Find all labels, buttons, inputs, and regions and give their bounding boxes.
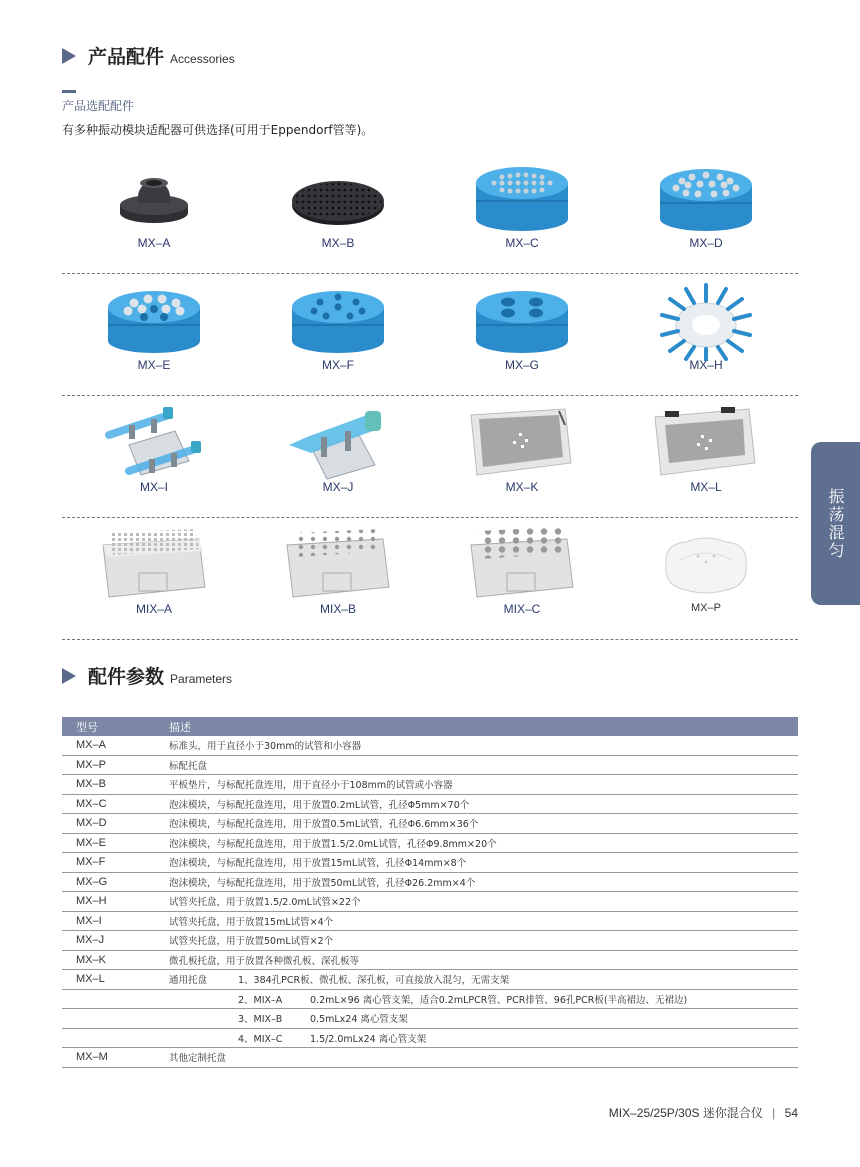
accessory-item (614, 518, 798, 639)
parameters-table (62, 717, 798, 1068)
sub-item-desc: 0.5mLx24 离心管支架 (310, 1014, 408, 1026)
accessory-item (62, 518, 246, 639)
mx-l-image (614, 404, 798, 482)
model-cell: MX–M (62, 1048, 169, 1068)
accessory-row (62, 274, 798, 396)
description-cell (169, 970, 798, 990)
section-title-en: Accessories (170, 51, 235, 66)
model-cell: MX–K (62, 950, 169, 970)
section-title-parameters (62, 662, 232, 689)
table-row (62, 1028, 798, 1048)
description-cell: 微孔板托盘，用于放置各种微孔板、深孔板等 (169, 950, 798, 970)
accessory-item (430, 518, 614, 639)
footer-separator: | (772, 1106, 776, 1120)
accessory-item (246, 274, 430, 395)
table-row (62, 775, 798, 795)
intro-text: 有多种振动模块适配器可供选择(可用于Eppendorf管等)。 (62, 123, 374, 137)
model-cell: MX–I (62, 911, 169, 931)
table-row (62, 931, 798, 951)
mx-i-image (62, 404, 246, 482)
table-header-row (62, 717, 798, 736)
accessory-item (62, 274, 246, 395)
accessory-grid (62, 152, 798, 640)
description-cell: 泡沫模块，与标配托盘连用，用于放置15mL试管，孔径Φ14mm×8个 (169, 853, 798, 873)
subhead-marker (62, 90, 76, 93)
mx-f-image (246, 282, 430, 360)
table-row (62, 833, 798, 853)
model-cell: MX–E (62, 833, 169, 853)
model-cell: MX–A (62, 736, 169, 755)
model-cell: MX–J (62, 931, 169, 951)
mx-p-image (614, 526, 798, 604)
table-row (62, 950, 798, 970)
mx-b-image (246, 160, 430, 238)
description-cell: 试管夹托盘，用于放置15mL试管×4个 (169, 911, 798, 931)
mix-c-image (430, 526, 614, 604)
accessory-label: MX–H (689, 358, 723, 372)
table-row (62, 892, 798, 912)
accessory-label: MX–G (504, 358, 539, 372)
subheading: 产品选配配件 (62, 99, 135, 113)
accessory-label: MX–P (691, 602, 721, 614)
table-row (62, 853, 798, 873)
description-cell: 试管夹托盘，用于放置1.5/2.0mL试管×22个 (169, 892, 798, 912)
header-description: 描述 (169, 717, 798, 736)
mx-c-image (430, 160, 614, 238)
table-row (62, 1009, 798, 1029)
accessory-label: MX–E (137, 358, 171, 372)
accessory-label: MX–B (321, 236, 355, 250)
section-title-en: Parameters (170, 671, 233, 686)
table-row (62, 911, 798, 931)
table-row (62, 1048, 798, 1068)
accessory-label: MIX–B (319, 602, 356, 616)
accessory-label: MX–C (505, 236, 539, 250)
table-row (62, 970, 798, 990)
table-row (62, 794, 798, 814)
table-row (62, 989, 798, 1009)
model-cell: MX–D (62, 814, 169, 834)
sub-item-desc: 0.2mL×96 离心管支架，适合0.2mLPCR管、PCR排管、96孔PCR板(半高裙边、无裙边) (310, 994, 688, 1006)
table-row (62, 872, 798, 892)
description-cell: 泡沫模块，与标配托盘连用，用于放置0.2mL试管，孔径Φ5mm×70个 (169, 794, 798, 814)
mx-h-image (614, 282, 798, 360)
accessory-item (614, 274, 798, 395)
accessory-item (614, 396, 798, 517)
mx-e-image (62, 282, 246, 360)
accessory-item (430, 396, 614, 517)
section-title-accessories (62, 42, 235, 69)
description-cell: 泡沫模块，与标配托盘连用，用于放置1.5/2.0mL试管，孔径Φ9.8mm×20个 (169, 833, 798, 853)
accessory-label: MX–L (690, 480, 722, 494)
model-cell: MX–G (62, 872, 169, 892)
description-cell: 其他定制托盘 (169, 1048, 798, 1068)
accessory-row (62, 396, 798, 518)
accessory-label: MX–K (505, 480, 539, 494)
table-row (62, 814, 798, 834)
mx-k-image (430, 404, 614, 482)
triangle-icon (62, 668, 76, 684)
accessory-item (430, 274, 614, 395)
mxl-label: 通用托盘 (169, 975, 208, 987)
accessory-item (614, 152, 798, 273)
accessory-row (62, 152, 798, 274)
accessory-label: MX–D (689, 236, 723, 250)
model-cell: MX–B (62, 775, 169, 795)
model-cell: MX–F (62, 853, 169, 873)
accessory-item (62, 152, 246, 273)
description-cell: 标配托盘 (169, 755, 798, 775)
sub-item-desc: 1.5/2.0mLx24 离心管支架 (310, 1033, 427, 1045)
sub-item-name: 3、MIX–B (238, 1014, 283, 1026)
model-cell: MX–H (62, 892, 169, 912)
description-cell: 泡沫模块，与标配托盘连用，用于放置0.5mL试管，孔径Φ6.6mm×36个 (169, 814, 798, 834)
section-title-cn: 产品配件 (88, 46, 165, 68)
description-cell (169, 989, 798, 1009)
accessory-label: MX–I (139, 480, 168, 494)
description-cell: 标准头，用于直径小于30mm的试管和小容器 (169, 736, 798, 755)
accessory-item (62, 396, 246, 517)
table-row (62, 755, 798, 775)
page-footer (609, 1104, 798, 1121)
mix-a-image (62, 526, 246, 604)
mx-j-image (246, 404, 430, 482)
accessory-label: MX–J (322, 480, 354, 494)
mix-b-image (246, 526, 430, 604)
description-cell: 泡沫模块，与标配托盘连用，用于放置50mL试管，孔径Φ26.2mm×4个 (169, 872, 798, 892)
sub-item-name: 4、MIX–C (238, 1033, 283, 1045)
description-cell: 试管夹托盘，用于放置50mL试管×2个 (169, 931, 798, 951)
sub-item-name: 2、MIX–A (238, 994, 283, 1006)
model-cell: MX–P (62, 755, 169, 775)
header-model: 型号 (62, 717, 169, 736)
accessory-label: MX–F (321, 358, 354, 372)
model-cell: MX–L (62, 970, 169, 990)
accessory-item (246, 518, 430, 639)
accessory-item (246, 396, 430, 517)
mx-d-image (614, 160, 798, 238)
table-row (62, 736, 798, 755)
footer-product: MIX–25/25P/30S 迷你混合仪 (608, 1106, 763, 1120)
model-cell: MX–C (62, 794, 169, 814)
accessory-item (246, 152, 430, 273)
mx-a-image (62, 160, 246, 238)
description-cell (169, 1009, 798, 1029)
accessory-label: MIX–A (135, 602, 172, 616)
description-cell (169, 1028, 798, 1048)
accessory-item (430, 152, 614, 273)
accessory-label: MIX–C (503, 602, 541, 616)
mxl-line-1: 1、384孔PCR板、微孔板、深孔板，可直接放入混匀，无需支架 (238, 975, 510, 987)
accessory-row (62, 518, 798, 640)
accessory-label: MX–A (137, 236, 171, 250)
side-tab-category: 振荡混匀 (811, 442, 860, 605)
triangle-icon (62, 48, 76, 64)
mx-g-image (430, 282, 614, 360)
description-cell: 平板垫片，与标配托盘连用，用于直径小于108mm的试管或小容器 (169, 775, 798, 795)
section-title-cn: 配件参数 (88, 666, 165, 688)
page-number: 54 (784, 1106, 798, 1120)
